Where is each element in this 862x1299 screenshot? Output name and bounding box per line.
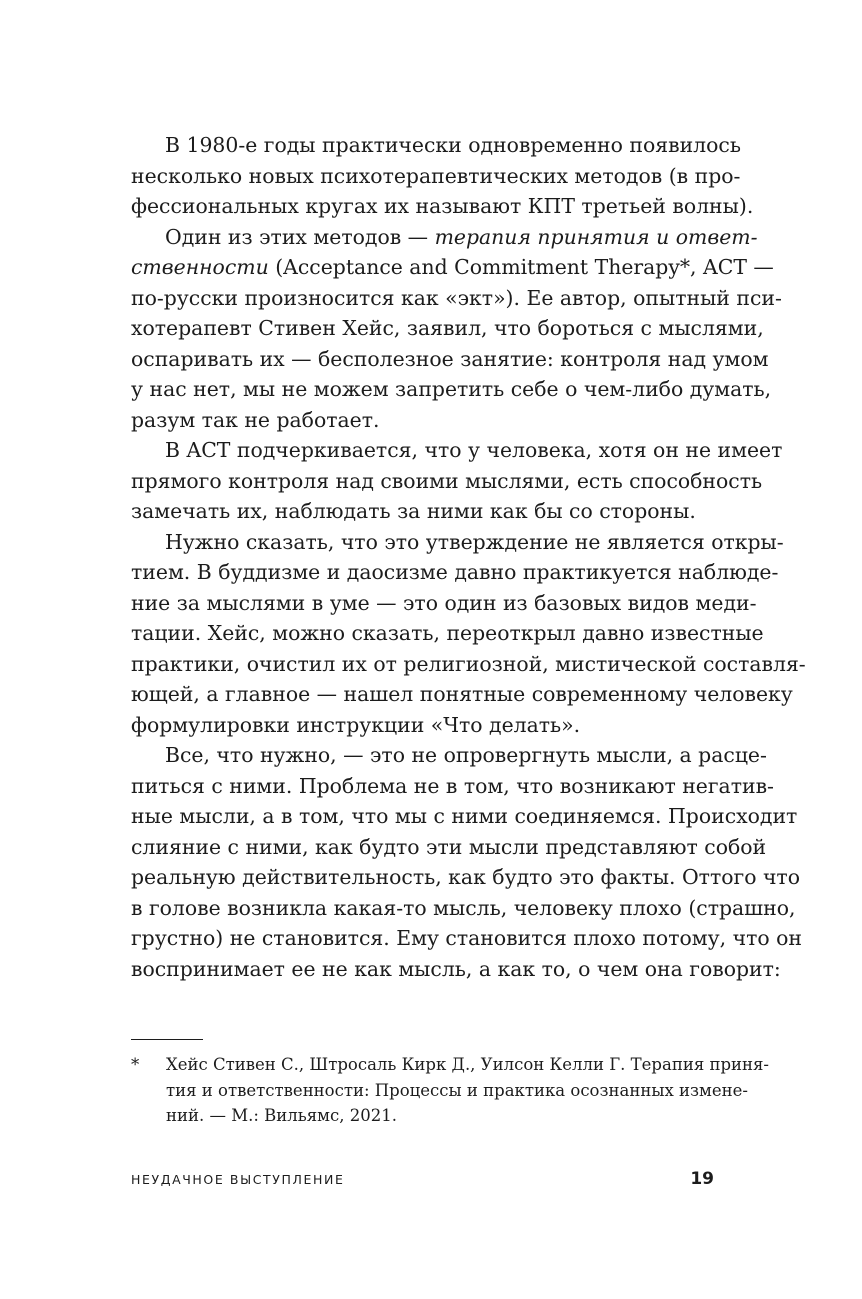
paragraph-5-line-6: в голове возникла какая-то мысль, человеку плохо (страшно, bbox=[131, 895, 796, 920]
paragraph-1-line-1: В 1980-е годы практически одновременно появилось bbox=[165, 133, 741, 157]
paragraph-5-line-7: грустно) не становится. Ему становится плохо потому, что он bbox=[131, 926, 802, 950]
paragraph-2-line-3: по-русски произносится как «экт»). Ее автор, опытный пси- bbox=[131, 285, 782, 310]
paragraph-4-line-4: тации. Хейс, можно сказать, переоткрыл давно известные bbox=[131, 621, 764, 645]
paragraph-2-line-4: хотерапевт Стивен Хейс, заявил, что бороться с мыслями, bbox=[131, 316, 764, 340]
paragraph-4-line-5: практики, очистил их от религиозной, мистической составля- bbox=[131, 651, 806, 676]
paragraph-5-line-3: ные мысли, а в том, что мы с ними соединяемся. Происходит bbox=[131, 804, 798, 828]
footnote-marker: * bbox=[131, 1055, 140, 1074]
paragraph-1-line-3: фессиональных кругах их называют КПТ третьей волны). bbox=[131, 194, 754, 218]
footnote-line-3: ний. — М.: Вильямс, 2021. bbox=[166, 1106, 397, 1125]
paragraph-4-line-1: Нужно сказать, что это утверждение не является откры- bbox=[165, 529, 784, 554]
paragraph-1-line-2: несколько новых психотерапевтических методов (в про- bbox=[131, 163, 741, 188]
paragraph-5-line-4: слияние с ними, как будто эти мысли представляют собой bbox=[131, 834, 767, 859]
footnote-line-2: тия и ответственности: Процессы и практика осознанных измене- bbox=[166, 1080, 748, 1100]
paragraph-3-line-2: прямого контроля над своими мыслями, есть способность bbox=[131, 468, 763, 493]
paragraph-5-line-1: Все, что нужно, — это не опровергнуть мысли, а расце- bbox=[165, 743, 767, 767]
paragraph-4-line-7: формулировки инструкции «Что делать». bbox=[131, 712, 581, 737]
paragraph-3-line-1: В ACT подчеркивается, что у человека, хотя он не имеет bbox=[165, 438, 783, 462]
paragraph-2-line-2 bbox=[131, 252, 774, 283]
italic-term-part-1: терапия принятия и ответ- bbox=[434, 224, 758, 249]
paragraph-5-line-2: питься с ними. Проблема не в том, что возникают негатив- bbox=[131, 773, 774, 798]
paragraph-5-line-8: воспринимает ее не как мысль, а как то, о чем она говорит: bbox=[131, 956, 781, 981]
italic-term-part-2: ственности bbox=[131, 255, 269, 279]
page-number: 19 bbox=[690, 1169, 714, 1189]
paragraph-2-line-7: разум так не работает. bbox=[131, 407, 380, 432]
paragraph-2-line-1 bbox=[131, 222, 758, 253]
paragraph-4-line-2: тием. В буддизме и даосизме давно практикуется наблюде- bbox=[131, 560, 779, 584]
footnote-body bbox=[166, 1052, 770, 1129]
paragraph-4-line-6: ющей, а главное — нашел понятные современному человеку bbox=[131, 682, 793, 706]
paragraph-5-line-5: реальную действительность, как будто это факты. Оттого что bbox=[131, 865, 800, 889]
footnote-line-1: Хейс Стивен С., Штросаль Кирк Д., Уилсон Келли Г. Терапия приня- bbox=[166, 1055, 770, 1074]
footnote-divider bbox=[131, 1039, 203, 1040]
running-head: НЕУДАЧНОЕ ВЫСТУПЛЕНИЕ bbox=[131, 1172, 345, 1187]
main-text bbox=[131, 130, 806, 984]
paragraph-2-line-2-text: (Acceptance and Commitment Therapy*, ACT — bbox=[268, 255, 774, 279]
paragraph-2-line-1-text: Один из этих методов — bbox=[165, 224, 435, 249]
paragraph-2-line-5: оспаривать их — бесполезное занятие: контроля над умом bbox=[131, 346, 769, 371]
paragraph-3-line-3: замечать их, наблюдать за ними как бы со стороны. bbox=[131, 499, 696, 523]
paragraph-2-line-6: у нас нет, мы не можем запретить себе о чем-либо думать, bbox=[131, 377, 772, 401]
paragraph-4-line-3: ние за мыслями в уме — это один из базовых видов меди- bbox=[131, 590, 757, 615]
